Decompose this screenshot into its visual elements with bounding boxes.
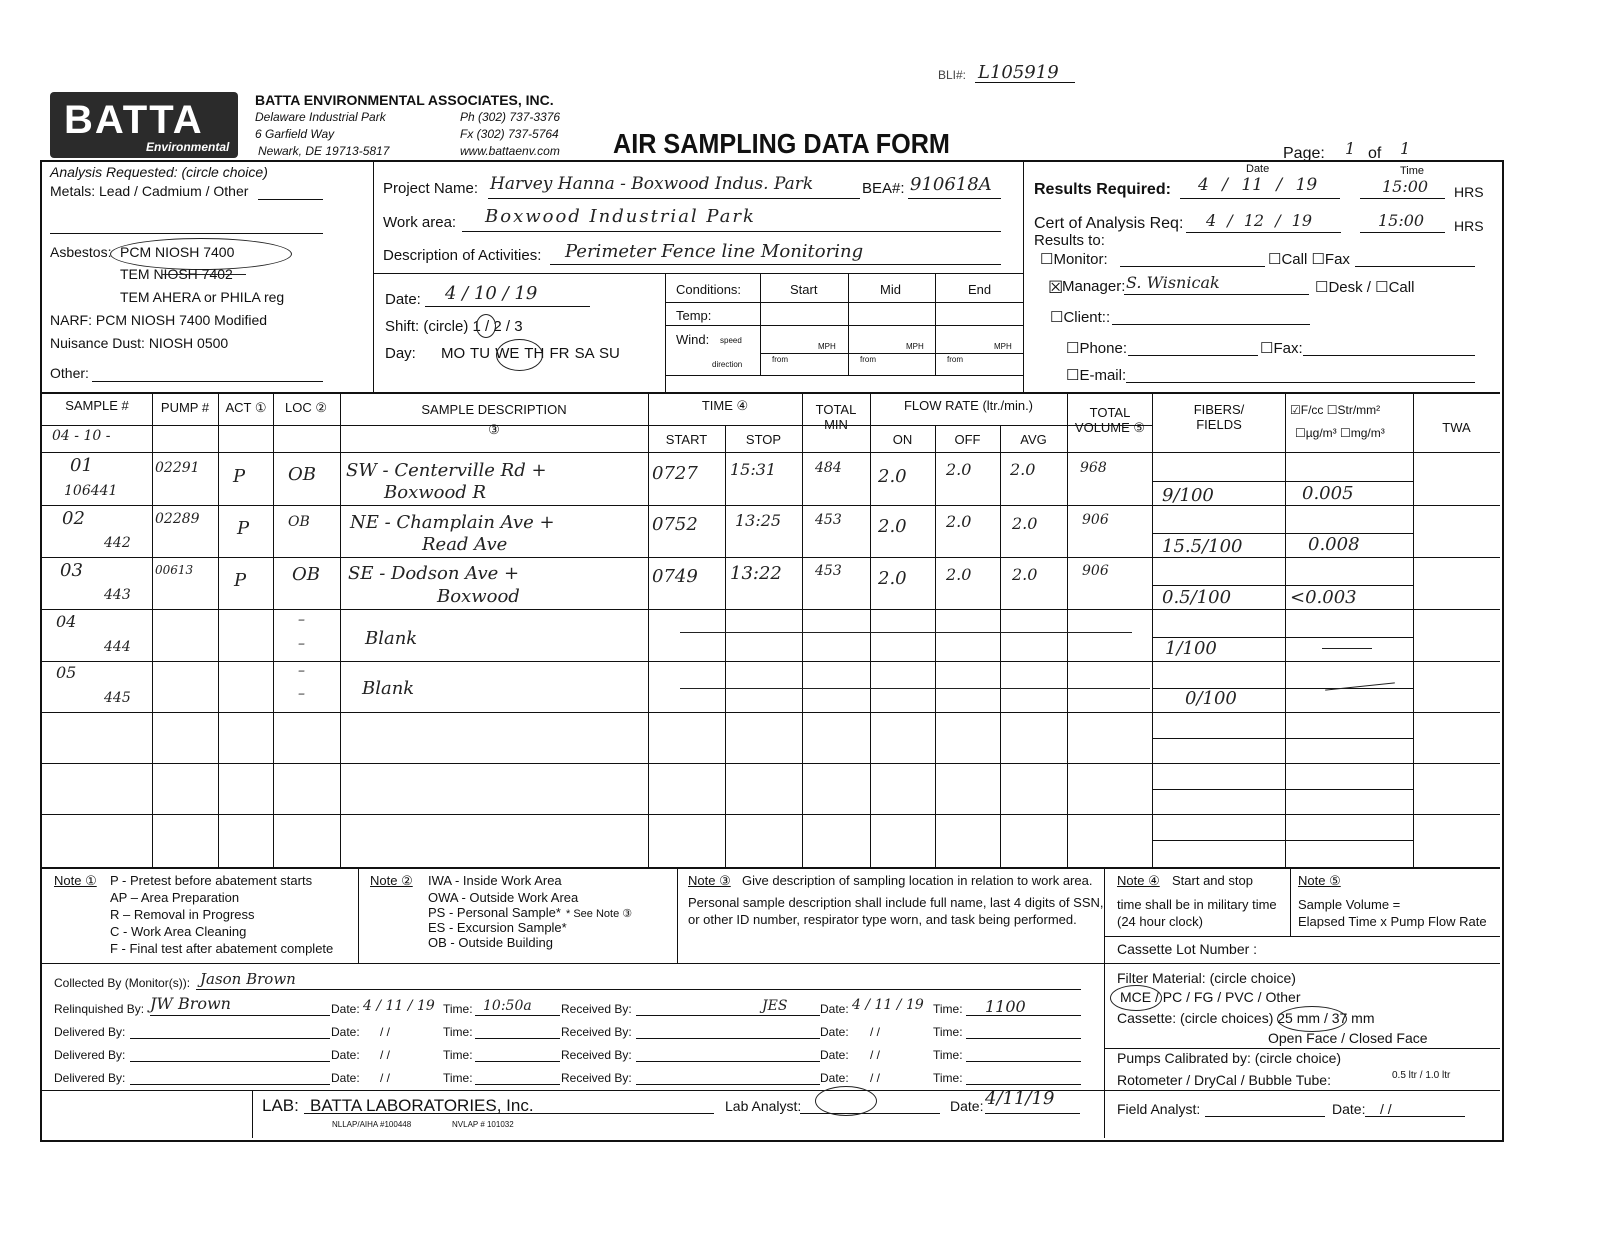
header-fibers: FIBERS/ FIELDS: [1193, 402, 1245, 432]
manager-checkbox[interactable]: ☒: [1048, 278, 1064, 297]
company-addr2: 6 Garfield Way: [255, 127, 335, 141]
del2-date-label: Date:: [331, 1048, 360, 1062]
row1-volume: 968: [1080, 460, 1107, 476]
header-units-2: ☐µg/m³ ☐mg/m³: [1295, 426, 1385, 440]
row3-stop: 13:22: [730, 563, 782, 584]
pumps-calibrated: Pumps Calibrated by: (circle choice): [1117, 1050, 1342, 1066]
row3-avg: 2.0: [1012, 565, 1038, 584]
row1-act: P: [233, 466, 246, 487]
row1-sample-id: 106441: [64, 483, 118, 499]
collected-by: Jason Brown: [200, 970, 296, 988]
del1-rec-date: / /: [870, 1025, 881, 1039]
company-fax: Fx (302) 737-5764: [460, 127, 559, 141]
row5-desc: Blank: [362, 678, 415, 699]
conditions-mid: Mid: [880, 282, 901, 297]
note2-see: * See Note ③: [566, 908, 633, 920]
del3-time-label: Time:: [443, 1071, 473, 1085]
date-caption: Date: [1246, 163, 1270, 175]
company-website: www.battaenv.com: [460, 144, 560, 158]
row5-sample: 05: [56, 663, 77, 682]
note1-line3: R – Removal in Progress: [110, 907, 255, 922]
note2-line1: IWA - Inside Work Area: [428, 873, 562, 888]
collected-by-label: Collected By (Monitor(s)):: [54, 976, 191, 990]
mph-2: MPH: [906, 342, 924, 351]
lab-name: BATTA LABORATORIES, Inc.: [310, 1096, 534, 1115]
company-phone: Ph (302) 737-3376: [460, 110, 561, 124]
row2-loc: OB: [288, 514, 310, 530]
row1-avg: 2.0: [1010, 460, 1036, 479]
received-by-label-1: Received By:: [561, 1002, 632, 1016]
results-call-fax: ☐Call ☐Fax: [1268, 251, 1350, 268]
header-act: ACT ①: [225, 400, 267, 415]
cassette-options: Cassette: (circle choices) 25 mm / 37 mm: [1117, 1010, 1375, 1026]
lab-nvlap: NVLAP # 101032: [452, 1120, 514, 1129]
row1-result: 0.005: [1302, 483, 1354, 504]
hrs-1: HRS: [1454, 184, 1484, 200]
header-description: SAMPLE DESCRIPTION: [421, 402, 567, 417]
row2-off: 2.0: [946, 512, 972, 531]
row1-pump: 02291: [155, 460, 200, 476]
note2-line2: OWA - Outside Work Area: [428, 890, 579, 905]
note4-line2: time shall be in military time: [1117, 897, 1277, 912]
conditions-label: Conditions:: [676, 282, 742, 297]
row2-start: 0752: [652, 514, 698, 535]
row2-result: 0.008: [1308, 534, 1360, 555]
nuisance-dust: Nuisance Dust: NIOSH 0500: [50, 335, 229, 351]
field-analyst-date-label: Date:: [1332, 1101, 1366, 1117]
del2-date: / /: [380, 1048, 391, 1062]
received-by: JES: [762, 998, 788, 1014]
header-total-volume: TOTAL VOLUME ⑤: [1074, 405, 1146, 435]
del3-rec-date: / /: [870, 1071, 881, 1085]
row4-loc-dash: –: [298, 636, 305, 652]
analysis-other: Other:: [50, 365, 89, 381]
received-by-label-4: Received By:: [561, 1071, 632, 1085]
note3-line1: Give description of sampling location in relation to work area.: [742, 873, 1093, 888]
row5-fibers: 0/100: [1185, 688, 1237, 709]
cert-label: Cert of Analysis Req:: [1034, 215, 1184, 232]
del1-time-label: Time:: [443, 1025, 473, 1039]
del1-rec-time-label: Time:: [933, 1025, 963, 1039]
row5-sample-id: 445: [104, 690, 131, 706]
days: MO TU WE TH FR SA SU: [441, 345, 620, 362]
sample-prefix: 04 - 10 -: [52, 428, 111, 444]
del2-time-label: Time:: [443, 1048, 473, 1062]
row2-sample: 02: [62, 508, 85, 529]
row2-pump: 02289: [155, 511, 200, 527]
day-circle: [496, 339, 543, 371]
received-by-label-3: Received By:: [561, 1048, 632, 1062]
company-addr1: Delaware Industrial Park: [255, 110, 386, 124]
filter-options: MCE / PC / FG / PVC / Other: [1120, 989, 1301, 1005]
row4-sample: 04: [56, 612, 77, 631]
lab-date-label: Date:: [950, 1098, 984, 1114]
row3-sample: 03: [60, 560, 83, 581]
header-on: ON: [892, 432, 913, 447]
page-number: 1: [1345, 139, 1356, 158]
asbestos-tem-7402: TEM NIOSH 7402: [120, 266, 233, 282]
lab-analyst-label: Lab Analyst:: [725, 1098, 802, 1114]
row1-start: 0727: [652, 463, 698, 484]
results-client: ☐Client::: [1050, 309, 1111, 326]
cassette-lot-label: Cassette Lot Number :: [1117, 941, 1258, 957]
from-1: from: [772, 355, 788, 364]
results-manager-label: Manager:: [1062, 278, 1126, 295]
asbestos-tem-ahera: TEM AHERA or PHILA reg: [120, 289, 285, 305]
del2-rec-date: / /: [870, 1048, 881, 1062]
row1-total: 484: [815, 460, 842, 476]
note1-line1: P - Pretest before abatement starts: [110, 873, 313, 888]
note4-line3: (24 hour clock): [1117, 914, 1203, 929]
del1-date: / /: [380, 1025, 391, 1039]
field-analyst-date: / /: [1380, 1101, 1392, 1117]
filter-title: Filter Material: (circle choice): [1117, 970, 1296, 986]
rel-time: 10:50a: [483, 998, 532, 1014]
del3-rec-time-label: Time:: [933, 1071, 963, 1085]
row1-loc: OB: [288, 464, 316, 485]
delivered-by-label-2: Delivered By:: [54, 1048, 126, 1062]
row1-on: 2.0: [878, 466, 907, 487]
rec-time-label: Time:: [933, 1002, 963, 1016]
lab-analyst-signature: [815, 1086, 877, 1116]
row3-act: P: [234, 570, 247, 591]
delivered-by-label-3: Delivered By:: [54, 1071, 126, 1085]
results-required-time: 15:00: [1382, 177, 1429, 196]
date-label: Date:: [385, 291, 421, 308]
row3-desc: SE - Dodson Ave +: [348, 563, 520, 584]
rel-date-label: Date:: [331, 1002, 360, 1016]
25mm-circle: [1277, 1006, 1347, 1032]
description-label: Description of Activities:: [383, 247, 542, 264]
header-avg: AVG: [1020, 432, 1047, 447]
lab-date: 4/11/19: [985, 1088, 1055, 1109]
rec-date: 4 / 11 / 19: [852, 997, 924, 1013]
received-by-label-2: Received By:: [561, 1025, 632, 1039]
work-area: Boxwood Industrial Park: [485, 206, 756, 227]
results-required-date: 4 / 11 / 19: [1198, 175, 1318, 195]
row2-sample-id: 442: [104, 535, 131, 551]
row3-result: <0.003: [1290, 587, 1357, 608]
note2-line3: PS - Personal Sample*: [428, 905, 561, 920]
mce-circle: [1110, 985, 1162, 1011]
results-monitor: ☐Monitor:: [1040, 251, 1108, 268]
row2-total: 453: [815, 512, 842, 528]
work-area-label: Work area:: [383, 214, 457, 231]
lab-nllap: NLLAP/AIHA #100448: [332, 1120, 412, 1129]
delivered-by-label-1: Delivered By:: [54, 1025, 126, 1039]
header-twa: TWA: [1442, 420, 1471, 435]
results-manager-name: S. Wisnicak: [1126, 273, 1220, 292]
bubble-tube-options: 0.5 ltr / 1.0 ltr: [1392, 1070, 1451, 1081]
company-addr3: Newark, DE 19713-5817: [258, 144, 390, 158]
header-total-min: TOTAL MIN: [815, 402, 857, 432]
analysis-metals: Metals: Lead / Cadmium / Other: [50, 183, 249, 199]
row3-total: 453: [815, 563, 842, 579]
row3-pump: 00613: [155, 563, 194, 577]
del2-rec-time-label: Time:: [933, 1048, 963, 1062]
description-of-activities: Perimeter Fence line Monitoring: [565, 241, 864, 262]
row3-on: 2.0: [878, 568, 907, 589]
note3-line2: Personal sample description shall include full name, last 4 digits of SSN,: [688, 895, 1104, 910]
project-date: 4 / 10 / 19: [445, 283, 538, 304]
row2-act: P: [237, 518, 250, 539]
note3-title: Note ③: [688, 873, 731, 888]
note2-line5: OB - Outside Building: [428, 935, 554, 950]
rec-date-label: Date:: [820, 1002, 849, 1016]
asbestos-label: Asbestos:: [50, 244, 112, 260]
row2-desc2: Read Ave: [422, 534, 508, 555]
header-description-note: ③: [488, 422, 500, 437]
row3-fibers: 0.5/100: [1162, 587, 1232, 608]
note4-line1: Start and stop: [1172, 873, 1253, 888]
conditions-start: Start: [790, 282, 818, 297]
row4-loc: –: [298, 612, 305, 628]
relinquished-by-label: Relinquished By:: [54, 1002, 145, 1016]
row1-fibers: 9/100: [1162, 485, 1214, 506]
rel-time-label: Time:: [443, 1002, 473, 1016]
note1-line4: C - Work Area Cleaning: [110, 924, 247, 939]
row5-loc: –: [298, 663, 305, 679]
row2-desc: NE - Champlain Ave +: [350, 512, 555, 533]
logo-subtext: Environmental: [146, 140, 230, 154]
bli-value: L105919: [978, 62, 1059, 83]
row4-fibers: 1/100: [1165, 638, 1217, 659]
row3-start: 0749: [652, 566, 698, 587]
conditions-end: End: [968, 282, 992, 297]
row1-desc: SW - Centerville Rd +: [346, 460, 547, 481]
row1-desc2: Boxwood R: [384, 482, 487, 503]
page-label: Page:: [1283, 145, 1325, 162]
wind-speed-label: speed: [720, 336, 742, 345]
header-loc: LOC ②: [285, 400, 327, 415]
row3-off: 2.0: [946, 565, 972, 584]
from-3: from: [947, 355, 963, 364]
cert-date: 4 / 12 / 19: [1206, 211, 1313, 230]
row3-loc: OB: [292, 564, 320, 585]
bea-number: 910618A: [910, 174, 992, 195]
row3-desc2: Boxwood: [437, 586, 520, 607]
note2-title: Note ②: [370, 873, 413, 888]
header-pump: PUMP #: [160, 400, 210, 415]
note1-line2: AP – Area Preparation: [110, 890, 240, 905]
row4-sample-id: 444: [104, 639, 131, 655]
note1-title: Note ①: [54, 873, 97, 888]
note1-line5: F - Final test after abatement complete: [110, 941, 334, 956]
project-name-label: Project Name:: [383, 180, 479, 197]
face-options: Open Face / Closed Face: [1268, 1030, 1428, 1046]
header-units-1: ☑F/cc ☐Str/mm²: [1290, 403, 1381, 417]
header-off: OFF: [954, 432, 981, 447]
row2-stop: 13:25: [735, 511, 782, 530]
page-total: 1: [1400, 139, 1411, 158]
del1-rec-date-label: Date:: [820, 1025, 849, 1039]
header-stop: STOP: [745, 432, 782, 447]
pump-options: Rotometer / DryCal / Bubble Tube:: [1117, 1072, 1331, 1088]
narf: NARF: PCM NIOSH 7400 Modified: [50, 312, 268, 328]
note2-line4: ES - Excursion Sample*: [428, 920, 567, 935]
batta-logo: [50, 92, 238, 158]
mph-3: MPH: [994, 342, 1012, 351]
note5-line1: Sample Volume =: [1298, 897, 1401, 912]
field-analyst-label: Field Analyst:: [1117, 1101, 1201, 1117]
shift-circle: [476, 314, 496, 338]
row1-stop: 15:31: [730, 460, 777, 479]
wind-direction-label: direction: [712, 360, 743, 369]
cert-time: 15:00: [1378, 211, 1425, 230]
mph-1: MPH: [818, 342, 836, 351]
form-title: AIR SAMPLING DATA FORM: [613, 128, 950, 159]
from-2: from: [860, 355, 876, 364]
row1-sample: 01: [70, 455, 93, 476]
rel-date: 4 / 11 / 19: [363, 998, 435, 1014]
lab-label: LAB:: [262, 1096, 299, 1115]
row2-on: 2.0: [878, 516, 907, 537]
bli-label: BLI#:: [938, 68, 967, 82]
company-name: BATTA ENVIRONMENTAL ASSOCIATES, INC.: [255, 92, 554, 108]
row2-avg: 2.0: [1012, 514, 1038, 533]
project-name: Harvey Hanna - Boxwood Indus. Park: [490, 174, 814, 194]
row1-off: 2.0: [946, 460, 972, 479]
del3-date-label: Date:: [331, 1071, 360, 1085]
time-caption: Time: [1400, 165, 1425, 177]
results-required-label: Results Required:: [1034, 181, 1171, 198]
note5-title: Note ⑤: [1298, 873, 1341, 888]
logo-text: BATTA: [64, 98, 204, 142]
header-sample: SAMPLE #: [65, 398, 129, 413]
row5-loc-dash: –: [298, 686, 305, 702]
hrs-2: HRS: [1454, 218, 1484, 234]
results-desk-call: ☐Desk / ☐Call: [1315, 279, 1415, 296]
asbestos-pcm: PCM NIOSH 7400: [120, 244, 235, 260]
results-phone: ☐Phone:: [1066, 340, 1127, 357]
day-label: Day:: [385, 345, 416, 362]
header-start: START: [665, 432, 708, 447]
note4-title: Note ④: [1117, 873, 1160, 888]
del2-rec-date-label: Date:: [820, 1048, 849, 1062]
wind-label: Wind:: [676, 332, 710, 347]
header-time: TIME ④: [701, 398, 749, 413]
row2-fibers: 15.5/100: [1162, 536, 1243, 557]
row3-sample-id: 443: [104, 587, 131, 603]
bea-label: BEA#:: [862, 180, 905, 197]
note3-line3: or other ID number, respirator type worn, and task being performed.: [688, 912, 1077, 927]
rec-time: 1100: [985, 997, 1026, 1016]
del3-date: / /: [380, 1071, 391, 1085]
header-flow-rate: FLOW RATE (ltr./min.): [903, 398, 1034, 413]
relinquished-by: JW Brown: [150, 994, 231, 1013]
row2-volume: 906: [1082, 512, 1109, 528]
temp-label: Temp:: [676, 308, 712, 323]
analysis-title: Analysis Requested: (circle choice): [50, 164, 268, 180]
page-of-label: of: [1368, 145, 1382, 162]
del3-rec-date-label: Date:: [820, 1071, 849, 1085]
row3-volume: 906: [1082, 563, 1109, 579]
row4-desc: Blank: [365, 628, 418, 649]
results-email: ☐E-mail:: [1066, 367, 1127, 384]
note5-line2: Elapsed Time x Pump Flow Rate: [1298, 914, 1487, 929]
del1-date-label: Date:: [331, 1025, 360, 1039]
results-to-label: Results to:: [1034, 232, 1105, 249]
shift: Shift: (circle) 1 / 2 / 3: [385, 318, 523, 335]
results-fax: ☐Fax:: [1260, 340, 1303, 357]
